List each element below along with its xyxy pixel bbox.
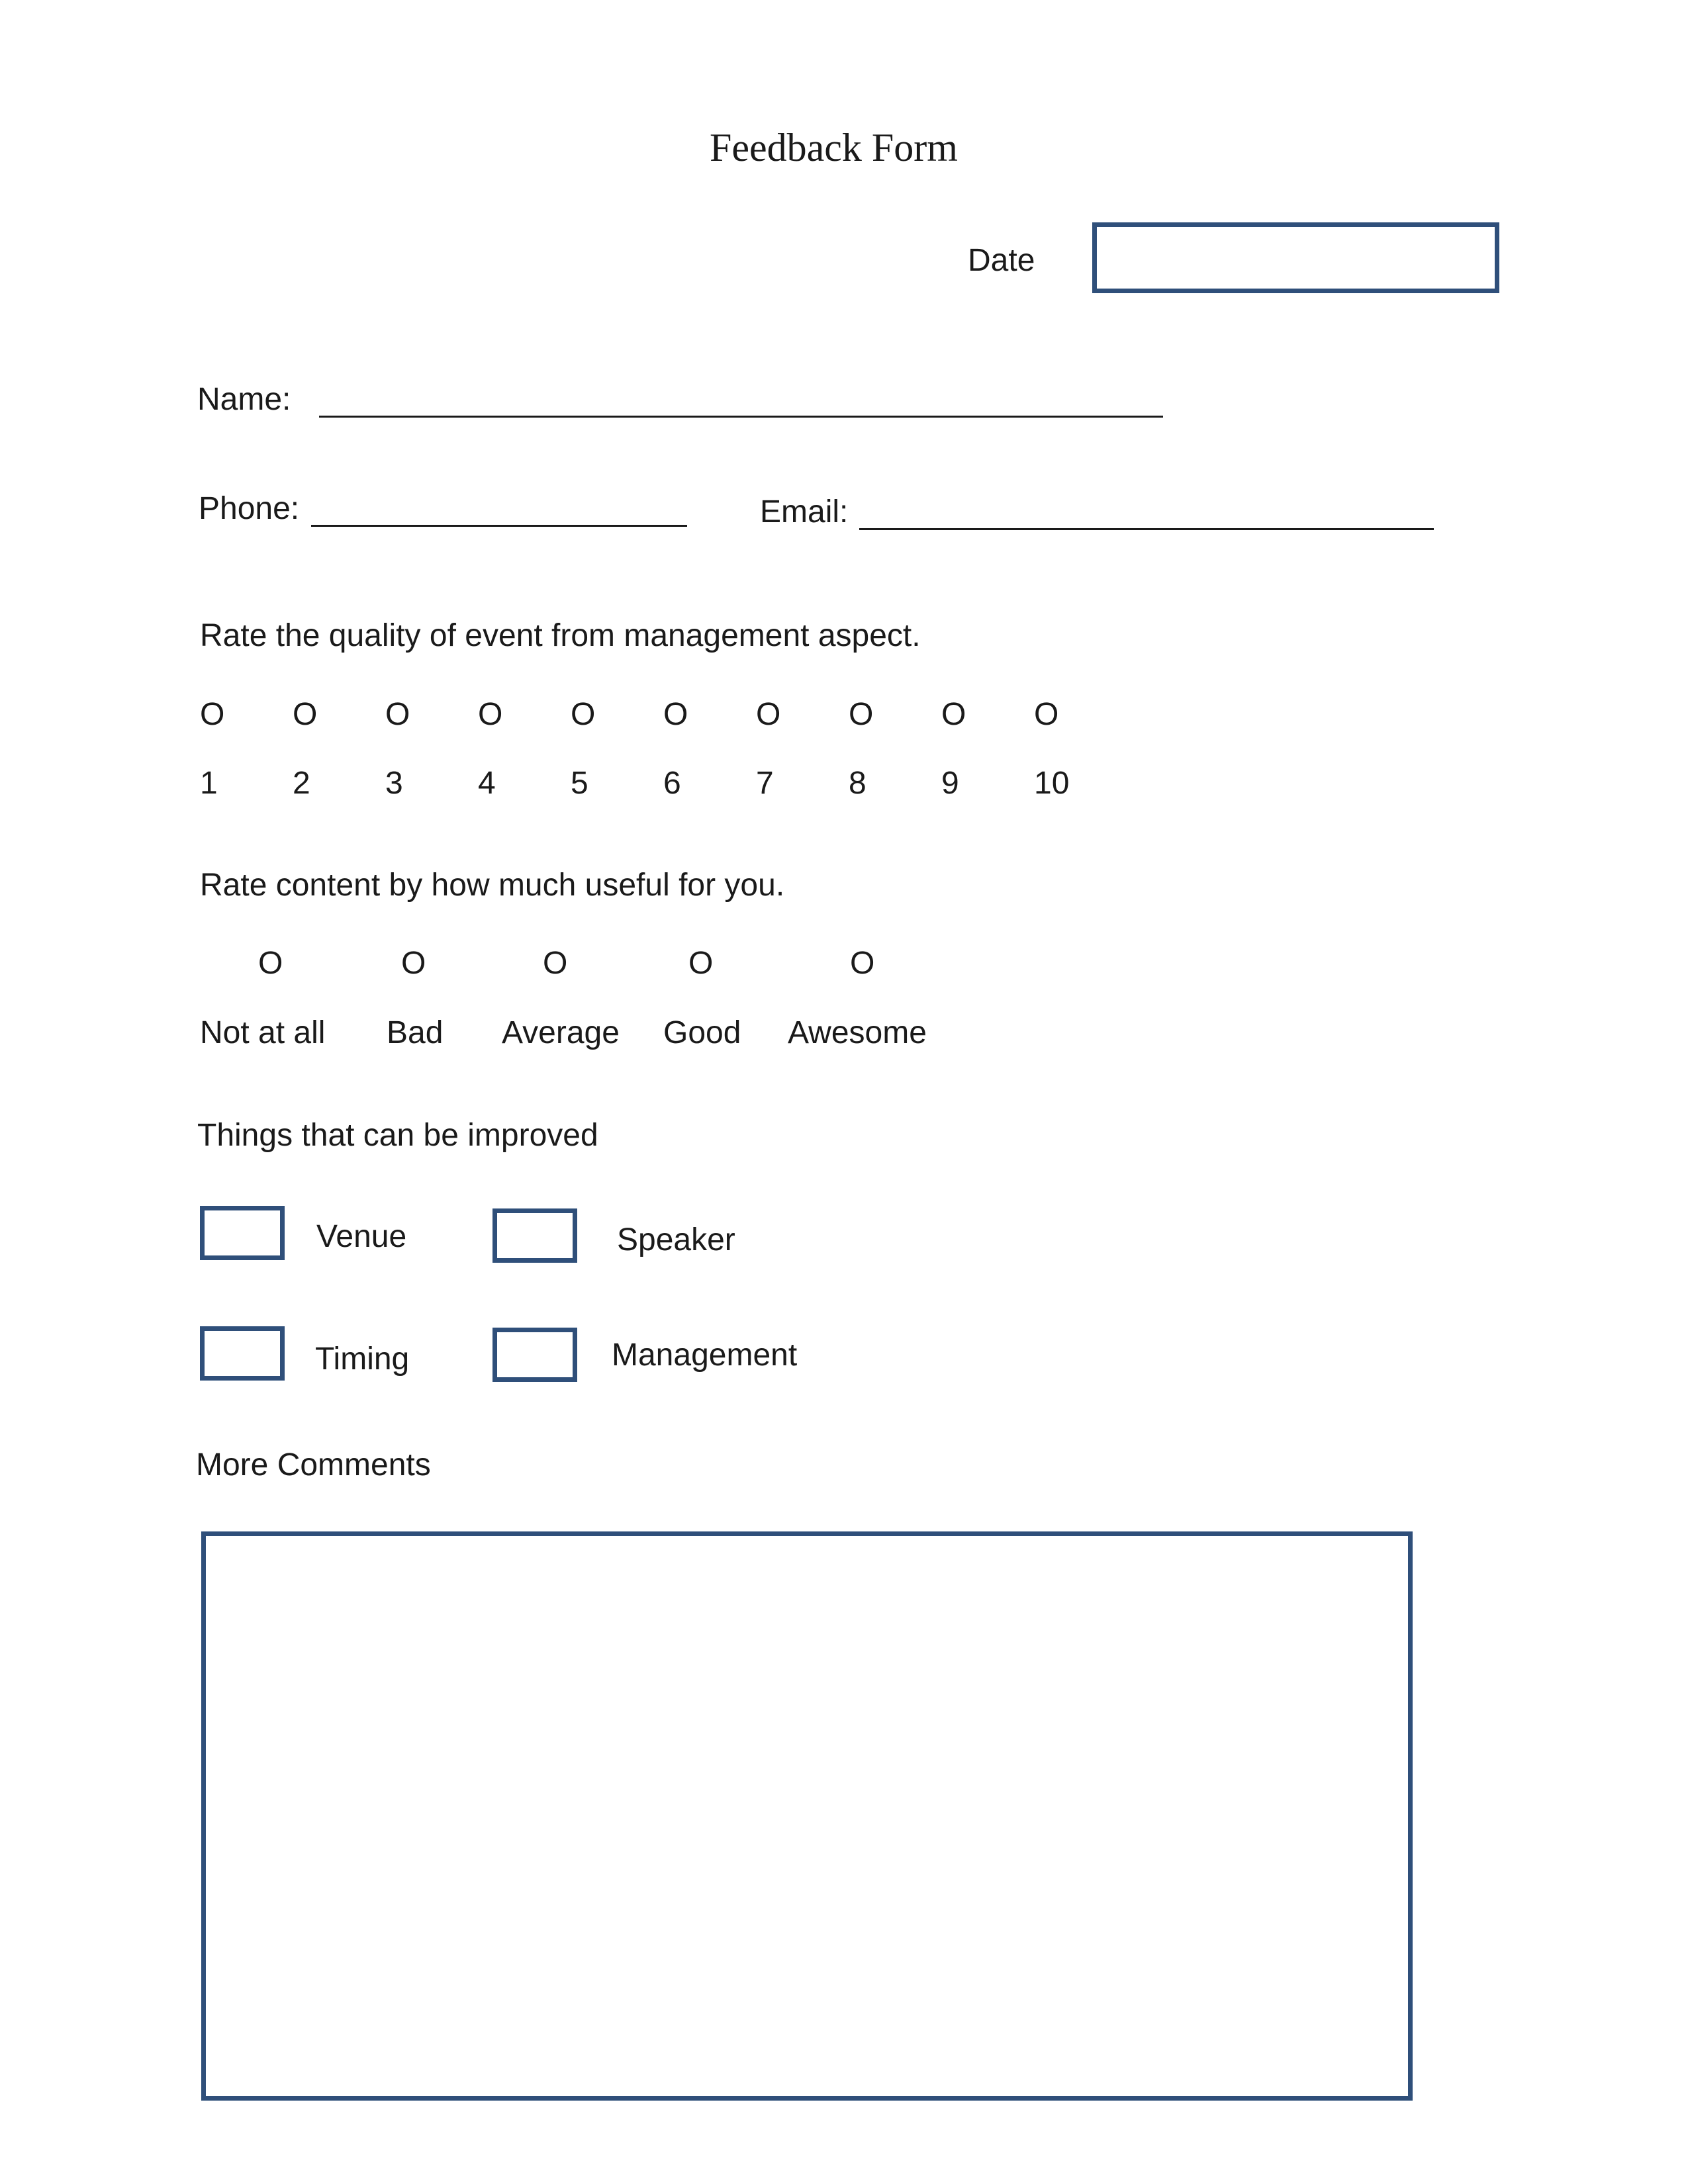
timing-checkbox[interactable] xyxy=(200,1326,285,1381)
q1-radio-2[interactable]: O xyxy=(293,697,318,732)
q1-option-label: 7 xyxy=(756,766,774,801)
q1-option-label: 3 xyxy=(385,766,403,801)
comments-textarea[interactable] xyxy=(201,1531,1413,2101)
q2-radio-good[interactable]: O xyxy=(688,946,714,981)
q1-radio-10[interactable]: O xyxy=(1034,697,1059,732)
q2-option-label: Average xyxy=(502,1015,620,1050)
q1-option-label: 9 xyxy=(941,766,959,801)
speaker-label: Speaker xyxy=(617,1222,735,1257)
phone-label: Phone: xyxy=(199,491,300,526)
q1-radio-4[interactable]: O xyxy=(478,697,503,732)
q1-radio-5[interactable]: O xyxy=(571,697,596,732)
name-label: Name: xyxy=(197,382,291,417)
speaker-checkbox[interactable] xyxy=(492,1208,577,1263)
q1-radio-3[interactable]: O xyxy=(385,697,410,732)
management-label: Management xyxy=(612,1338,798,1373)
q1-option-label: 10 xyxy=(1034,766,1070,801)
management-checkbox[interactable] xyxy=(492,1328,577,1382)
timing-label: Timing xyxy=(315,1342,410,1377)
q2-option-label: Not at all xyxy=(200,1015,326,1050)
q1-option-label: 1 xyxy=(200,766,218,801)
q1-radio-6[interactable]: O xyxy=(663,697,688,732)
q2-radio-average[interactable]: O xyxy=(543,946,568,981)
q2-option-label: Bad xyxy=(387,1015,444,1050)
q1-radio-7[interactable]: O xyxy=(756,697,781,732)
date-field[interactable] xyxy=(1092,222,1499,293)
email-label: Email: xyxy=(760,494,849,529)
q2-question: Rate content by how much useful for you. xyxy=(200,868,785,903)
comments-label: More Comments xyxy=(196,1447,431,1482)
q2-option-label: Awesome xyxy=(788,1015,927,1050)
form-title: Feedback Form xyxy=(710,126,958,169)
date-label: Date xyxy=(968,243,1035,278)
venue-label: Venue xyxy=(316,1219,407,1254)
name-field[interactable] xyxy=(319,412,1163,418)
q2-radio-not-at-all[interactable]: O xyxy=(258,946,283,981)
q1-option-label: 4 xyxy=(478,766,496,801)
q3-question: Things that can be improved xyxy=(197,1118,598,1153)
q1-option-label: 5 xyxy=(571,766,588,801)
q1-option-label: 8 xyxy=(849,766,867,801)
q1-radio-9[interactable]: O xyxy=(941,697,966,732)
q2-radio-awesome[interactable]: O xyxy=(850,946,875,981)
q2-radio-bad[interactable]: O xyxy=(401,946,426,981)
q2-option-label: Good xyxy=(663,1015,741,1050)
phone-field[interactable] xyxy=(311,521,687,527)
email-field[interactable] xyxy=(859,524,1434,530)
q1-radio-8[interactable]: O xyxy=(849,697,874,732)
venue-checkbox[interactable] xyxy=(200,1206,285,1260)
q1-option-label: 2 xyxy=(293,766,310,801)
q1-radio-1[interactable]: O xyxy=(200,697,225,732)
q1-question: Rate the quality of event from management aspect. xyxy=(200,618,921,653)
q1-option-label: 6 xyxy=(663,766,681,801)
